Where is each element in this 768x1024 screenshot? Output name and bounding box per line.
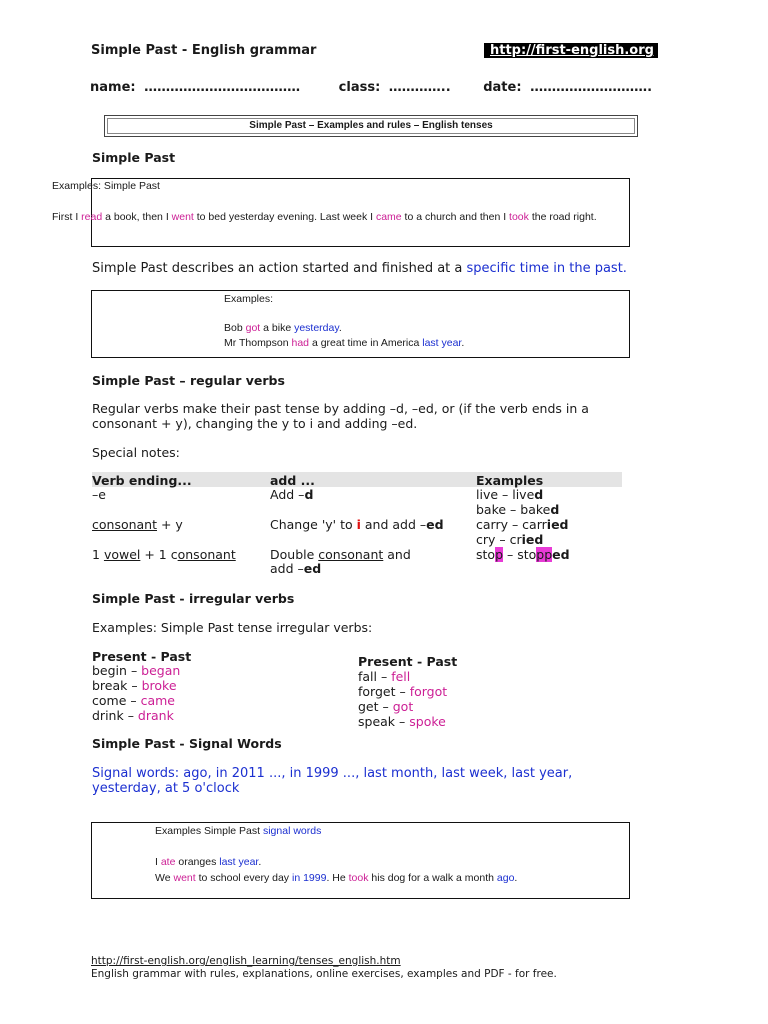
text-run: Bob [224, 322, 246, 334]
form-row [90, 80, 652, 95]
header-url-text[interactable]: http://first-english.org [490, 43, 654, 58]
text-run: the road right. [528, 211, 597, 223]
row3-add-line-2: add –ed [270, 561, 322, 576]
footer-url-link[interactable]: http://first-english.org/english_learning/tenses_english.htm [91, 955, 401, 967]
text-run: ago [496, 872, 515, 884]
text-run: . He [326, 872, 349, 884]
text-run: . [514, 872, 518, 884]
text-run: went [171, 211, 194, 223]
text-run: to school every day [195, 872, 292, 884]
section-heading-regular-verbs: Simple Past – regular verbs [92, 373, 285, 388]
text-run: a book, then I [102, 211, 172, 223]
example-box-label: Examples: Simple Past [52, 180, 160, 192]
regular-paragraph-line-2: consonant + y), changing the y to i and adding –ed. [92, 416, 418, 431]
date-field[interactable]: ………………………. [530, 80, 653, 95]
definition-main: Simple Past describes an action started and finished at a [92, 261, 467, 276]
irregular-col2-item: forget – forgot [358, 684, 448, 699]
text-run: . [461, 337, 465, 349]
text-run: yesterday [294, 322, 339, 334]
text-run: last year [422, 337, 462, 349]
table-header-add: add ... [270, 473, 315, 488]
text-run: I [155, 856, 161, 868]
table-header-examples: Examples [476, 473, 544, 488]
examples-label: Examples: [224, 293, 274, 305]
text-run: went [173, 872, 196, 884]
text-run: . [338, 322, 342, 334]
irregular-col2-item: speak – spoke [358, 714, 446, 729]
section-heading-signal-words: Simple Past - Signal Words [92, 736, 282, 751]
row1-example-1: live – lived [476, 487, 544, 502]
text-run: Mr Thompson [224, 337, 292, 349]
row1-ending: –e [92, 487, 106, 502]
row1-add: Add –d [270, 487, 314, 502]
banner-text: Simple Past – Examples and rules – English tenses [249, 120, 493, 131]
signal-words-line-2: yesterday, at 5 o'clock [92, 781, 240, 796]
text-run: a bike [260, 322, 295, 334]
row1-example-2: bake – baked [476, 502, 560, 517]
document-title: Simple Past - English grammar [91, 43, 317, 58]
row3-add: Double consonant and [270, 547, 411, 562]
row2-ending: consonant + y [92, 517, 183, 532]
section-heading-simple-past: Simple Past [92, 150, 176, 165]
text-run: oranges [175, 856, 220, 868]
name-field[interactable]: ……………………………… [144, 80, 301, 95]
signal-box-label: Examples Simple Past signal words [155, 825, 322, 837]
irregular-col2-item: get – got [358, 699, 414, 714]
irregular-col1-item: begin – began [92, 663, 181, 678]
class-field[interactable]: ………….. [388, 80, 451, 95]
text-run: to bed yesterday evening. Last week I [193, 211, 376, 223]
irregular-col2-item: fall – fell [358, 669, 411, 684]
regular-paragraph-line-1: Regular verbs make their past tense by adding –d, –ed, or (if the verb ends in a [92, 401, 589, 416]
text-run: took [348, 872, 369, 884]
definition-text [92, 261, 627, 276]
section-heading-irregular-verbs: Simple Past - irregular verbs [92, 591, 295, 606]
irregular-intro: Examples: Simple Past tense irregular verbs: [92, 620, 373, 635]
text-run: in 1999 [291, 872, 327, 884]
definition-highlight: specific time in the past. [466, 261, 627, 276]
topic-banner [104, 115, 638, 137]
text-run: read [81, 211, 103, 223]
text-run: to a church and then I [401, 211, 510, 223]
example-line-2 [224, 337, 464, 349]
signal-example-line-1 [155, 856, 261, 868]
text-run: a great time in America [309, 337, 423, 349]
row3-example: stop – stopped [476, 547, 570, 562]
row3-ending: 1 vowel + 1 consonant [92, 547, 236, 562]
text-run: had [291, 337, 310, 349]
irregular-col1-item: drink – drank [92, 708, 174, 723]
text-run: his dog for a walk a month [368, 872, 497, 884]
irregular-col1-header: Present - Past [92, 649, 192, 664]
irregular-col1-item: come – came [92, 693, 175, 708]
footer-text: English grammar with rules, explanations, online exercises, examples and PDF - for free. [91, 968, 557, 980]
irregular-col2-header: Present - Past [358, 654, 458, 669]
text-run: We [155, 872, 174, 884]
header-url-link[interactable] [484, 43, 658, 58]
text-run: last year [219, 856, 259, 868]
text-run: ate [160, 856, 176, 868]
special-notes-label: Special notes: [92, 445, 180, 460]
text-run: got [245, 322, 261, 334]
date-label: date: [483, 80, 522, 95]
row2-example-1: carry – carried [476, 517, 569, 532]
class-label: class: [338, 80, 381, 95]
table-header-verb-ending: Verb ending... [92, 473, 192, 488]
signal-words-line-1: Signal words: ago, in 2011 ..., in 1999 ..., last month, last week, last year, [92, 766, 573, 781]
example-line-1 [224, 322, 342, 334]
signal-example-line-2 [155, 872, 517, 884]
example-sentence [52, 211, 597, 223]
text-run: . [258, 856, 262, 868]
text-run: came [375, 211, 402, 223]
row2-example-2: cry – cried [476, 532, 544, 547]
row2-add: Change 'y' to i and add –ed [270, 517, 444, 532]
name-label: name: [90, 80, 136, 95]
text-run: First I [52, 211, 82, 223]
irregular-col1-item: break – broke [92, 678, 177, 693]
text-run: took [509, 211, 529, 223]
